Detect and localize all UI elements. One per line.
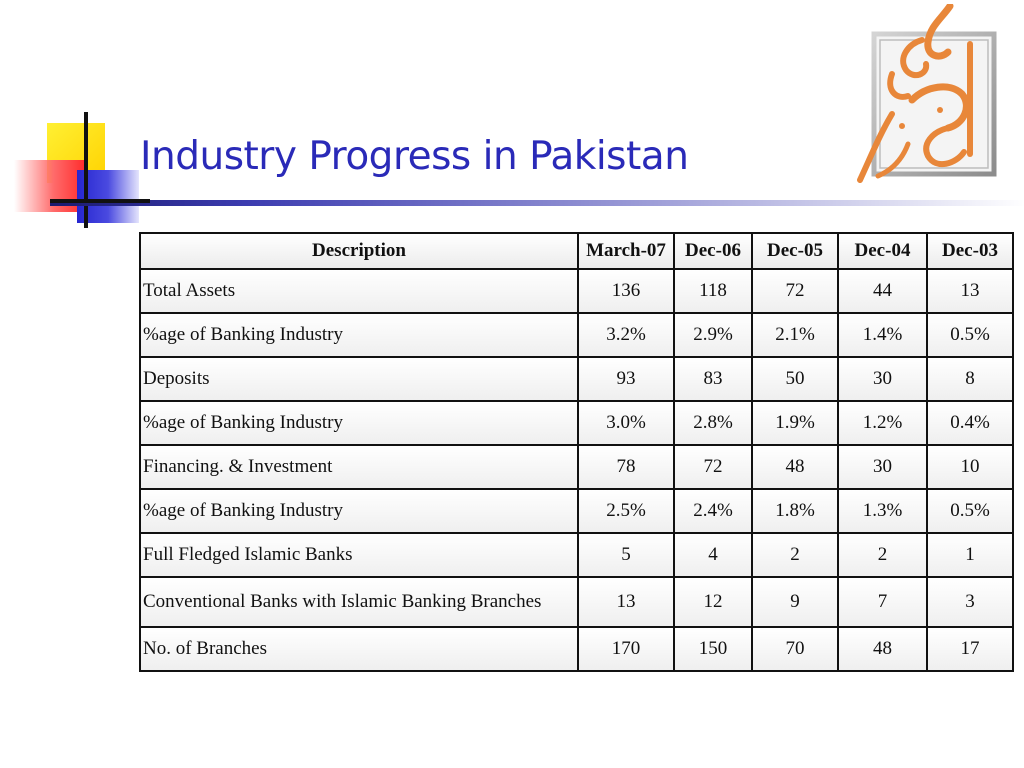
table-cell: 44 [838, 269, 927, 313]
arabic-calligraphy-logo-icon [852, 4, 1000, 188]
table-cell: 50 [752, 357, 838, 401]
table-cell: 5 [578, 533, 674, 577]
table-row [140, 357, 1013, 401]
row-label: Full Fledged Islamic Banks [140, 533, 578, 577]
table-row [140, 577, 1013, 627]
column-header-dec-04: Dec-04 [838, 233, 927, 269]
table-cell: 2 [752, 533, 838, 577]
table-cell: 13 [578, 577, 674, 627]
column-header-description: Description [140, 233, 578, 269]
table-cell: 70 [752, 627, 838, 671]
slide-title: Industry Progress in Pakistan [140, 134, 689, 179]
table-row [140, 313, 1013, 357]
column-header-dec-06: Dec-06 [674, 233, 752, 269]
table-cell: 1.9% [752, 401, 838, 445]
table-cell: 2 [838, 533, 927, 577]
table-cell: 78 [578, 445, 674, 489]
title-underline-dark-segment [50, 199, 150, 203]
table-cell: 10 [927, 445, 1013, 489]
title-underline-rule [50, 200, 1024, 206]
row-label: Deposits [140, 357, 578, 401]
table-cell: 1.2% [838, 401, 927, 445]
table-cell: 17 [927, 627, 1013, 671]
table-cell: 2.1% [752, 313, 838, 357]
table-cell: 1 [927, 533, 1013, 577]
row-label: Financing. & Investment [140, 445, 578, 489]
table-cell: 12 [674, 577, 752, 627]
row-label: Conventional Banks with Islamic Banking Branches [140, 577, 578, 627]
table-cell: 2.8% [674, 401, 752, 445]
table-cell: 30 [838, 357, 927, 401]
table-cell: 3.0% [578, 401, 674, 445]
table-cell: 48 [838, 627, 927, 671]
table-cell: 93 [578, 357, 674, 401]
table-cell: 7 [838, 577, 927, 627]
table-cell: 1.4% [838, 313, 927, 357]
table-cell: 3 [927, 577, 1013, 627]
table-cell: 1.3% [838, 489, 927, 533]
table-cell: 0.4% [927, 401, 1013, 445]
table-cell: 170 [578, 627, 674, 671]
table-cell: 13 [927, 269, 1013, 313]
table-row [140, 533, 1013, 577]
table-cell: 0.5% [927, 489, 1013, 533]
table-cell: 3.2% [578, 313, 674, 357]
table-cell: 9 [752, 577, 838, 627]
table-cell: 118 [674, 269, 752, 313]
table-row [140, 445, 1013, 489]
table-cell: 72 [674, 445, 752, 489]
row-label: %age of Banking Industry [140, 313, 578, 357]
table-cell: 72 [752, 269, 838, 313]
table-cell: 4 [674, 533, 752, 577]
vertical-rule-decoration [84, 112, 88, 228]
table-row [140, 627, 1013, 671]
table-header-row [140, 233, 1013, 269]
table-row [140, 489, 1013, 533]
row-label: %age of Banking Industry [140, 401, 578, 445]
row-label: %age of Banking Industry [140, 489, 578, 533]
table-cell: 2.4% [674, 489, 752, 533]
table-cell: 30 [838, 445, 927, 489]
table-cell: 150 [674, 627, 752, 671]
table-row [140, 269, 1013, 313]
table-cell: 1.8% [752, 489, 838, 533]
table-cell: 83 [674, 357, 752, 401]
table-cell: 0.5% [927, 313, 1013, 357]
table-cell: 2.9% [674, 313, 752, 357]
column-header-dec-03: Dec-03 [927, 233, 1013, 269]
column-header-march-07: March-07 [578, 233, 674, 269]
table-cell: 2.5% [578, 489, 674, 533]
table-cell: 136 [578, 269, 674, 313]
table-cell: 48 [752, 445, 838, 489]
table-row [140, 401, 1013, 445]
row-label: Total Assets [140, 269, 578, 313]
row-label: No. of Branches [140, 627, 578, 671]
table-cell: 8 [927, 357, 1013, 401]
industry-progress-table [139, 232, 1014, 672]
column-header-dec-05: Dec-05 [752, 233, 838, 269]
